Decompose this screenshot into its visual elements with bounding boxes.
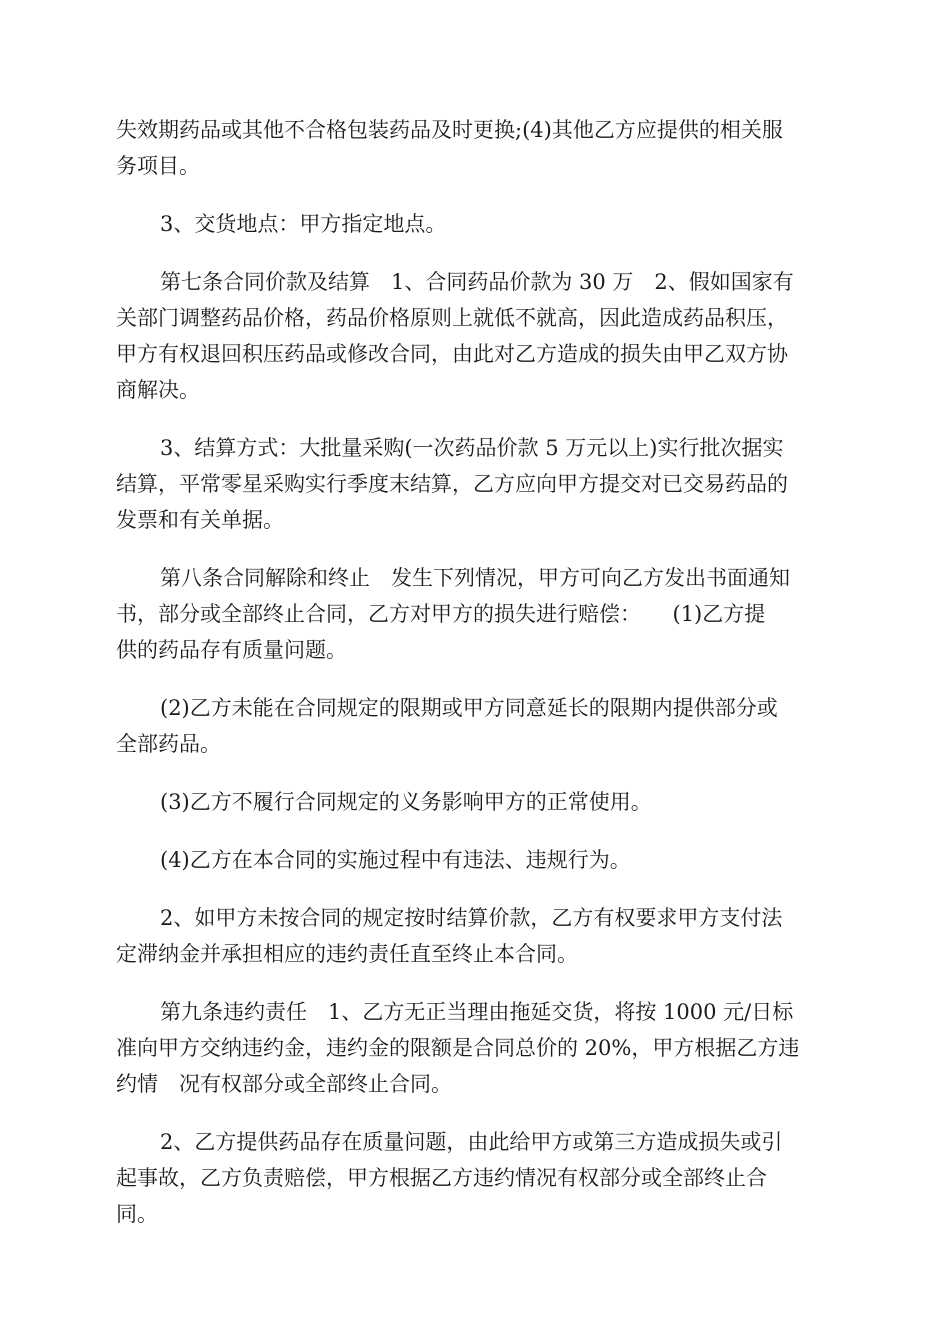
paragraph-late-payment — [116, 900, 836, 972]
paragraph-line: 定滞纳金并承担相应的违约责任直至终止本合同。 — [116, 942, 578, 966]
paragraph-line: 商解决。 — [116, 378, 200, 402]
paragraph-service-items — [116, 112, 836, 184]
paragraph-line: 第八条合同解除和终止 发生下列情况，甲方可向乙方发出书面通知 — [160, 566, 790, 590]
paragraph-item-2 — [116, 690, 836, 762]
paragraph-line: 同。 — [116, 1202, 158, 1226]
paragraph-line: 发票和有关单据。 — [116, 508, 284, 532]
paragraph-line: (2)乙方未能在合同规定的限期或甲方同意延长的限期内提供部分或 — [160, 696, 778, 720]
paragraph-line: 书，部分或全部终止合同，乙方对甲方的损失进行赔偿： (1)乙方提 — [116, 602, 766, 626]
paragraph-article-7 — [116, 264, 836, 408]
paragraph-line: 供的药品存有质量问题。 — [116, 638, 347, 662]
paragraph-line: 全部药品。 — [116, 732, 221, 756]
paragraph-settlement-method — [116, 430, 836, 538]
paragraph-article-9 — [116, 994, 836, 1102]
paragraph-line: 3、交货地点：甲方指定地点。 — [160, 212, 447, 236]
paragraph-line: 甲方有权退回积压药品或修改合同，由此对乙方造成的损失由甲乙双方协 — [116, 342, 788, 366]
paragraph-line: 第七条合同价款及结算 1、合同药品价款为 30 万 2、假如国家有 — [160, 270, 794, 294]
paragraph-line: 务项目。 — [116, 154, 200, 178]
paragraph-quality-liability — [116, 1124, 836, 1232]
paragraph-article-8 — [116, 560, 836, 668]
paragraph-line: 3、结算方式：大批量采购(一次药品价款 5 万元以上)实行批次据实 — [160, 436, 784, 460]
paragraph-line: 关部门调整药品价格，药品价格原则上就低不就高，因此造成药品积压， — [116, 306, 788, 330]
paragraph-line: 第九条违约责任 1、乙方无正当理由拖延交货，将按 1000 元/日标 — [160, 1000, 794, 1024]
paragraph-item-3 — [116, 784, 836, 820]
paragraph-line: 2、乙方提供药品存在质量问题，由此给甲方或第三方造成损失或引 — [160, 1130, 783, 1154]
paragraph-line: (3)乙方不履行合同规定的义务影响甲方的正常使用。 — [160, 790, 652, 814]
paragraph-line: 2、如甲方未按合同的规定按时结算价款，乙方有权要求甲方支付法 — [160, 906, 783, 930]
paragraph-line: 失效期药品或其他不合格包装药品及时更换;(4)其他乙方应提供的相关服 — [116, 118, 783, 142]
paragraph-line: 准向甲方交纳违约金，违约金的限额是合同总价的 20%，甲方根据乙方违 — [116, 1036, 800, 1060]
paragraph-item-4 — [116, 842, 836, 878]
paragraph-line: (4)乙方在本合同的实施过程中有违法、违规行为。 — [160, 848, 631, 872]
paragraph-delivery-location — [116, 206, 836, 242]
paragraph-line: 起事故，乙方负责赔偿，甲方根据乙方违约情况有权部分或全部终止合 — [116, 1166, 767, 1190]
paragraph-line: 约情 况有权部分或全部终止合同。 — [116, 1072, 452, 1096]
paragraph-line: 结算，平常零星采购实行季度末结算，乙方应向甲方提交对已交易药品的 — [116, 472, 788, 496]
document-body — [116, 112, 836, 1254]
